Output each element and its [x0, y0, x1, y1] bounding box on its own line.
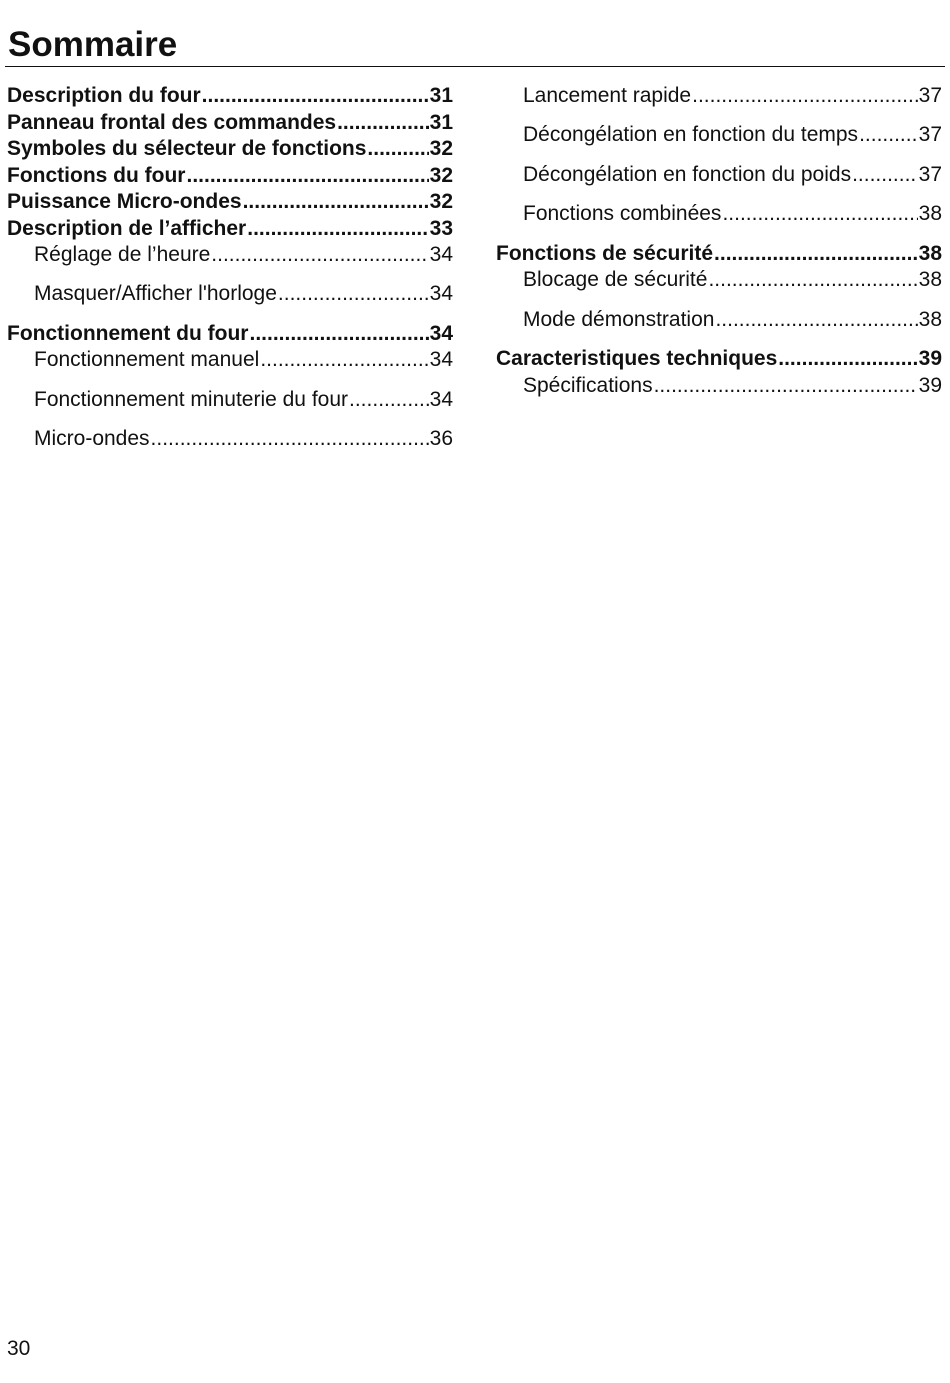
toc-entry-page: 36 [429, 427, 453, 450]
toc-entry-label: Description de l’afficher [7, 217, 247, 240]
toc-entry-page: 39 [918, 347, 942, 370]
toc-entry-page: 32 [429, 137, 453, 160]
toc-entry[interactable] [7, 136, 453, 162]
toc-entry-label: Lancement rapide [523, 84, 692, 107]
toc-entry[interactable] [7, 83, 453, 109]
toc-entry[interactable] [523, 307, 942, 333]
toc-dot-leader [249, 321, 428, 347]
toc-entry[interactable] [523, 83, 942, 109]
toc-entry-page: 38 [918, 308, 942, 331]
toc-entry-label: Description du four [7, 84, 201, 107]
toc-entry[interactable] [496, 241, 942, 267]
toc-entry-page: 38 [918, 242, 942, 265]
toc-entry[interactable] [523, 122, 942, 148]
toc-dot-leader [714, 241, 918, 267]
toc-dot-leader [186, 163, 428, 189]
toc-entry[interactable] [34, 281, 453, 307]
toc-entry-page: 34 [429, 322, 453, 345]
page-number: 30 [7, 1337, 31, 1360]
toc-dot-leader [349, 387, 429, 413]
toc-entry-label: Fonctionnement minuterie du four [34, 388, 349, 411]
toc-entry-page: 34 [429, 348, 453, 371]
toc-dot-leader [708, 267, 917, 293]
toc-dot-leader [260, 347, 428, 373]
toc-entry[interactable] [523, 201, 942, 227]
toc-entry-page: 33 [429, 217, 453, 240]
toc-entry-page: 37 [918, 163, 942, 186]
toc-entry[interactable] [7, 110, 453, 136]
toc-entry-page: 32 [429, 164, 453, 187]
toc-dot-leader [859, 122, 918, 148]
toc-entry[interactable] [7, 163, 453, 189]
toc-dot-leader [654, 373, 918, 399]
toc-entry-label: Blocage de sécurité [523, 268, 708, 291]
title-divider [5, 66, 945, 67]
toc-entry[interactable] [7, 321, 453, 347]
toc-entry[interactable] [7, 189, 453, 215]
toc-dot-leader [202, 83, 429, 109]
toc-dot-leader [278, 281, 429, 307]
toc-dot-leader [243, 189, 429, 215]
toc-dot-leader [337, 110, 429, 136]
toc-dot-leader [722, 201, 917, 227]
toc-entry-label: Puissance Micro-ondes [7, 190, 242, 213]
toc-entry-label: Décongélation en fonction du temps [523, 123, 859, 146]
toc-entry-page: 32 [429, 190, 453, 213]
toc-entry-label: Mode démonstration [523, 308, 715, 331]
toc-entry[interactable] [34, 347, 453, 373]
toc-entry[interactable] [523, 162, 942, 188]
toc-entry-page: 34 [429, 282, 453, 305]
toc-entry-label: Masquer/Afficher l'horloge [34, 282, 277, 305]
toc-entry-label: Fonctions du four [7, 164, 186, 187]
toc-entry-page: 37 [918, 123, 942, 146]
toc-entry-label: Fonctions combinées [523, 202, 722, 225]
toc-dot-leader [692, 83, 918, 109]
toc-entry-page: 34 [429, 388, 453, 411]
toc-entry-page: 31 [429, 111, 453, 134]
toc-entry-page: 34 [429, 243, 453, 266]
toc-entry-label: Réglage de l’heure [34, 243, 211, 266]
toc-entry-label: Fonctionnement du four [7, 322, 249, 345]
toc-entry-page: 31 [429, 84, 453, 107]
toc-entry-label: Fonctions de sécurité [496, 242, 714, 265]
toc-entry-page: 38 [918, 268, 942, 291]
toc-entry-label: Micro-ondes [34, 427, 150, 450]
toc-entry[interactable] [34, 426, 453, 452]
page-title: Sommaire [8, 25, 178, 64]
toc-entry-label: Panneau frontal des commandes [7, 111, 337, 134]
toc-entry-label: Caracteristiques techniques [496, 347, 778, 370]
toc-entry[interactable] [34, 387, 453, 413]
toc-entry[interactable] [34, 242, 453, 268]
toc-dot-leader [852, 162, 918, 188]
toc-dot-leader [247, 216, 428, 242]
toc-entry-label: Symboles du sélecteur de fonctions [7, 137, 367, 160]
toc-dot-leader [367, 136, 428, 162]
toc-entry-page: 39 [918, 374, 942, 397]
toc-entry[interactable] [496, 346, 942, 372]
toc-entry[interactable] [7, 216, 453, 242]
toc-entry-label: Spécifications [523, 374, 653, 397]
toc-entry-page: 37 [918, 84, 942, 107]
toc-dot-leader [778, 346, 917, 372]
toc-dot-leader [151, 426, 429, 452]
toc-entry-label: Décongélation en fonction du poids [523, 163, 852, 186]
toc-dot-leader [715, 307, 917, 333]
toc-dot-leader [211, 242, 428, 268]
toc-entry-label: Fonctionnement manuel [34, 348, 260, 371]
toc-entry[interactable] [523, 267, 942, 293]
toc-entry-page: 38 [918, 202, 942, 225]
toc-entry[interactable] [523, 373, 942, 399]
